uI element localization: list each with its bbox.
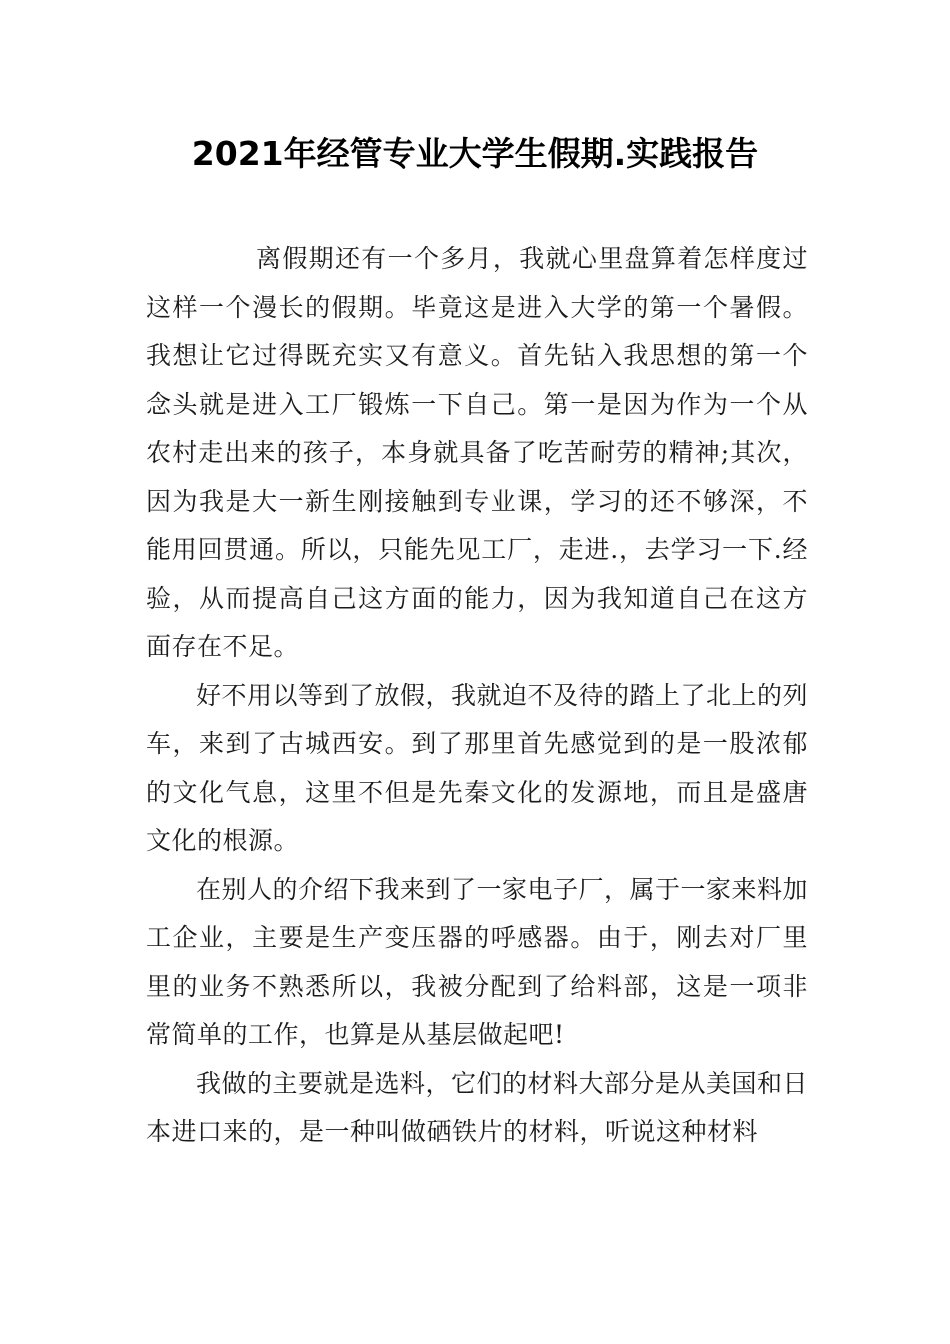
paragraph-3: 在别人的介绍下我来到了一家电子厂，属于一家来料加工企业，主要是生产变压器的呼感器。由于，刚去对厂里里的业务不熟悉所以，我被分配到了给料部，这是一项非常简单的工作，也算是从基层做起吧! <box>146 874 809 1049</box>
document-body <box>146 235 808 1157</box>
paragraph-1: 离假期还有一个多月，我就心里盘算着怎样度过这样一个漫长的假期。毕竟这是进入大学的第一个暑假。我想让它过得既充实又有意义。首先钻入我思想的第一个念头就是进入工厂锻炼一下自己。第一是因为作为一个从农村走出来的孩子，本身就具备了吃苦耐劳的精神;其次，因为我是大一新生刚接触到专业课，学习的还不够深，不能用回贯通。所以，只能先见工厂，走进.，去学习一下.经验，从而提高自己这方面的能力，因为我知道自己在这方面存在不足。 <box>146 244 808 661</box>
document-title: 2021年经管专业大学生假期.实践报告 <box>191 134 759 173</box>
paragraph-2: 好不用以等到了放假，我就迫不及待的踏上了北上的列车，来到了古城西安。到了那里首先感觉到的是一股浓郁的文化气息，这里不但是先秦文化的发源地，而且是盛唐文化的根源。 <box>146 680 809 855</box>
paragraph-4: 我做的主要就是选料，它们的材料大部分是从美国和日本进口来的，是一种叫做硒铁片的材料，听说这种材料 <box>146 1068 809 1146</box>
